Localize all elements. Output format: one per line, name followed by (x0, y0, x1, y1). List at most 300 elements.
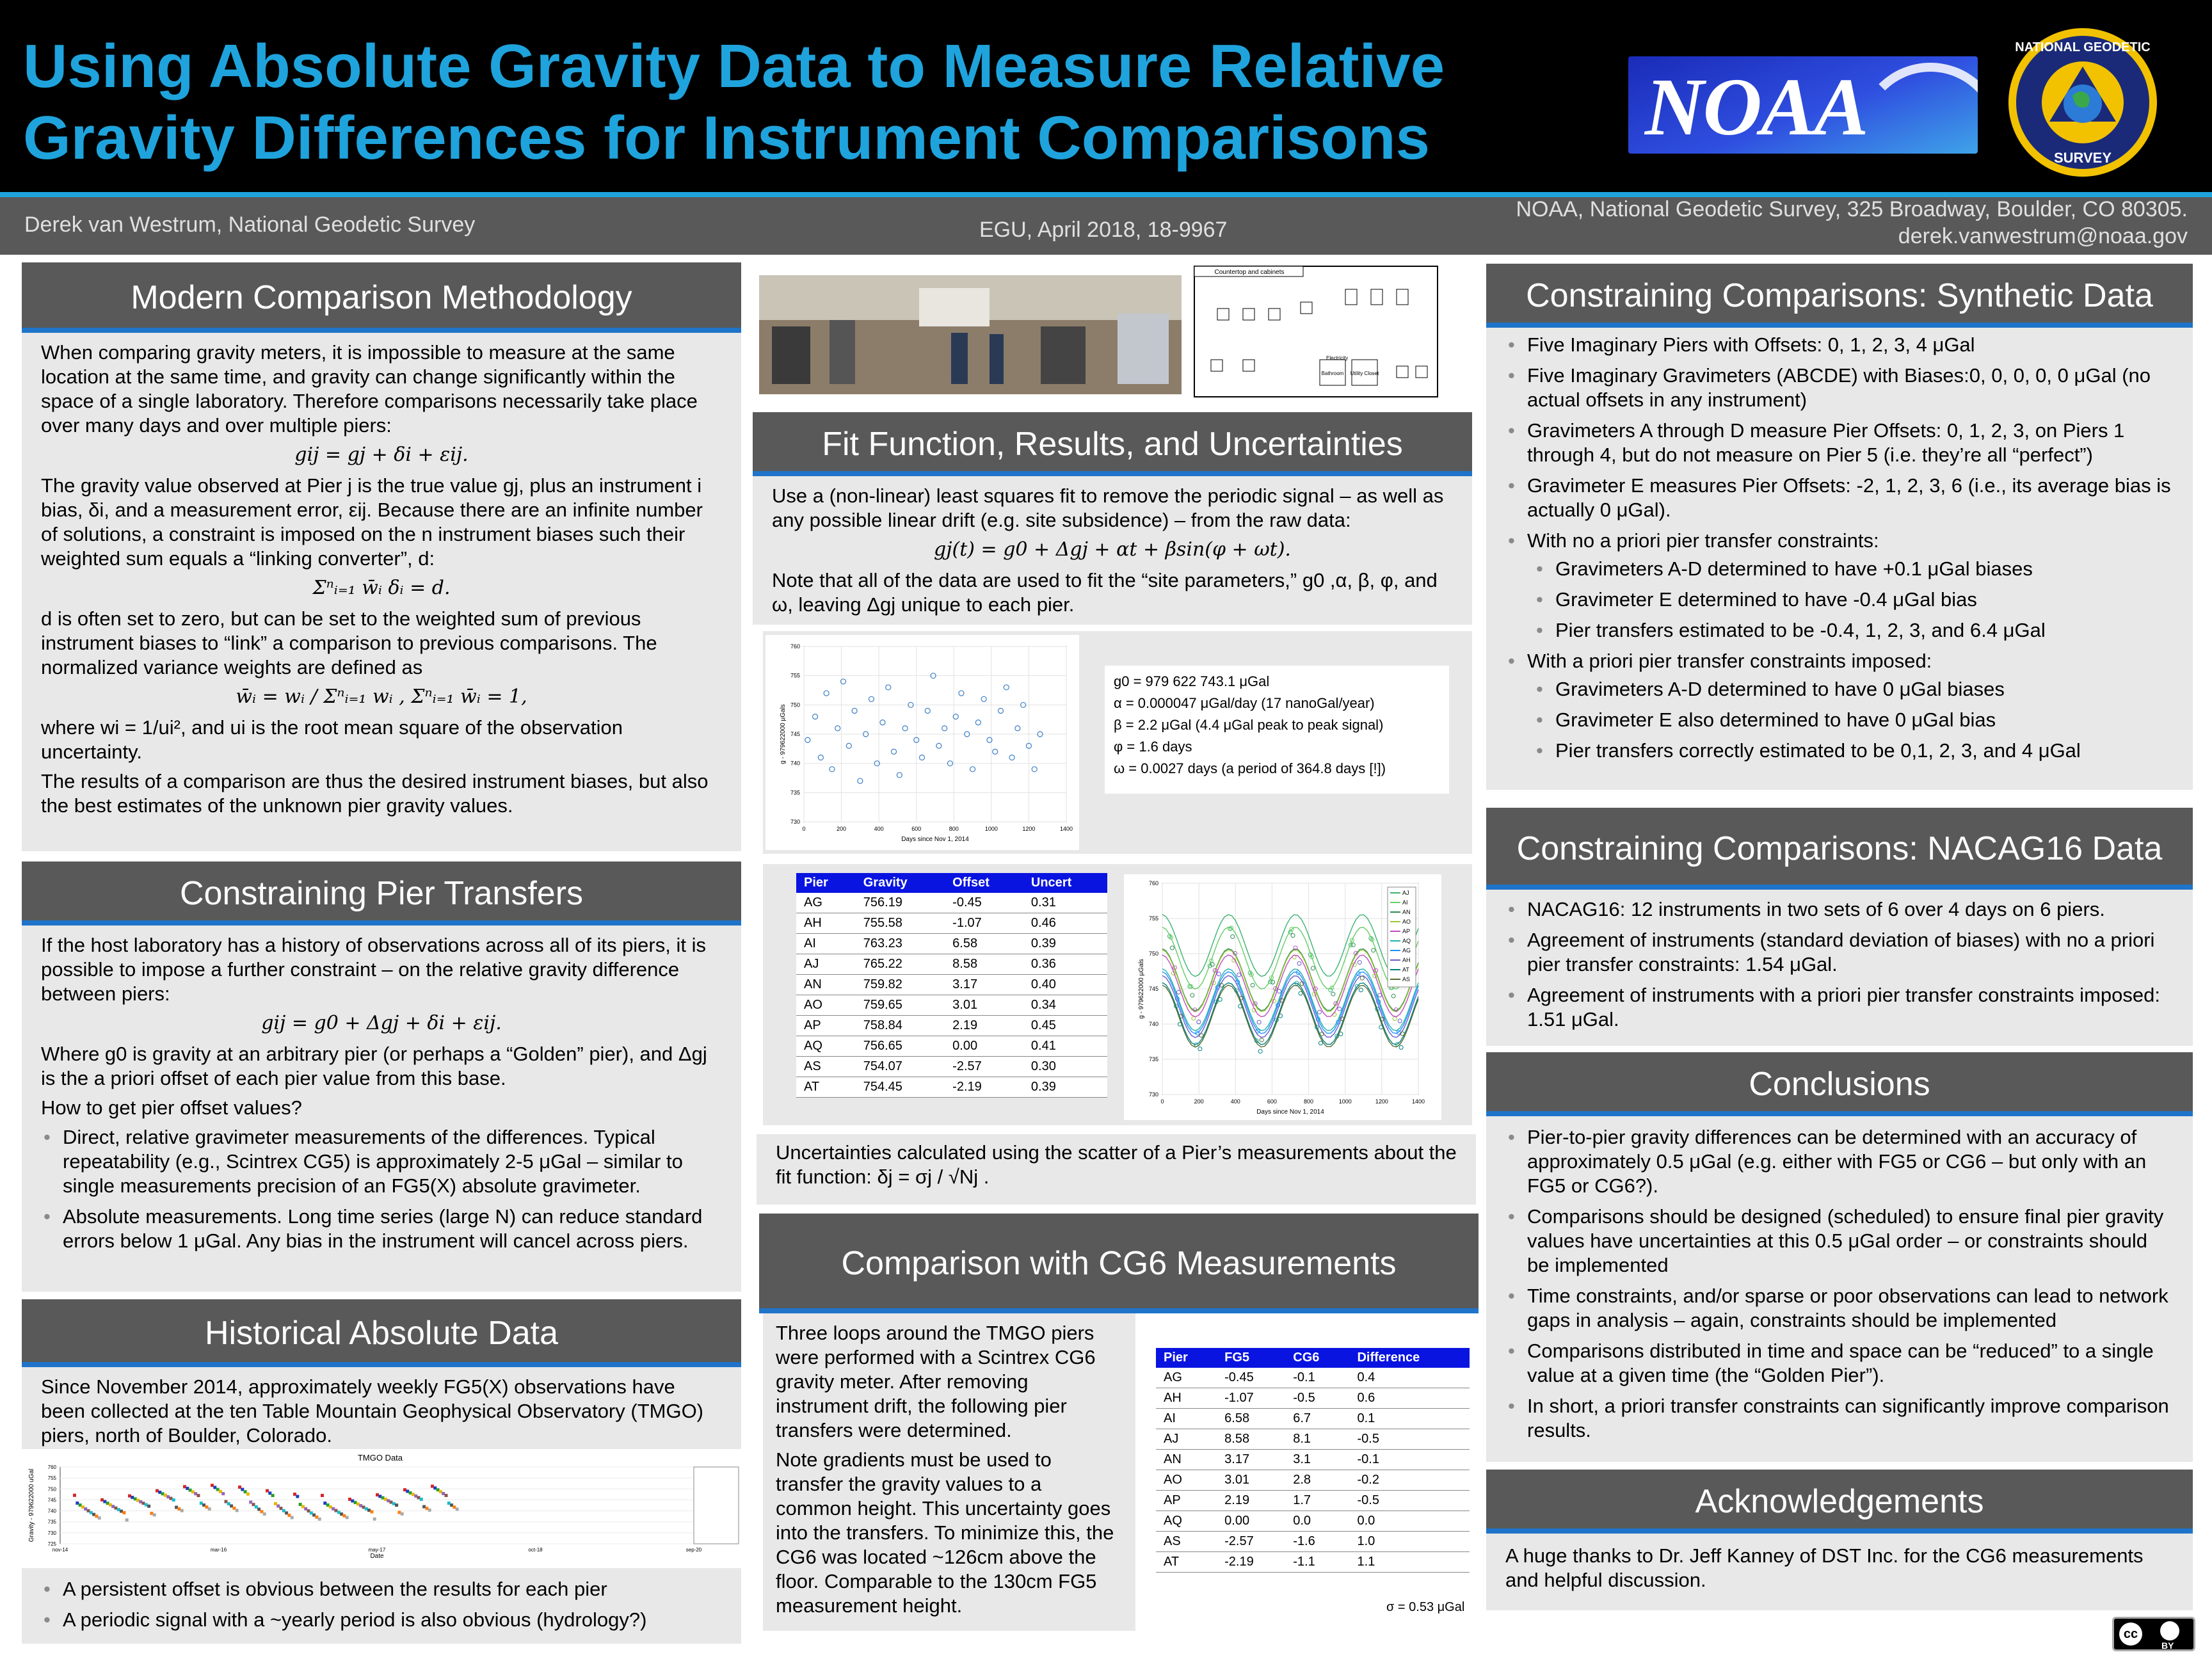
tmgo-data-point (323, 1502, 326, 1505)
table-cell: 0.30 (1023, 1057, 1107, 1077)
y-tick-label: 750 (790, 701, 800, 709)
list-item: • NACAG16: 12 instruments in two sets of 6 over 4 days on 6 piers. (1527, 897, 2174, 922)
uncertainty-note (757, 1134, 1476, 1205)
pier-transfers-heading: Constraining Pier Transfers (22, 862, 741, 926)
table-cell: 0.41 (1023, 1036, 1107, 1057)
historical-body (22, 1367, 741, 1449)
poster-title (23, 31, 1585, 174)
param-omega: ω = 0.0027 days (a period of 364.8 days [!]) (1114, 760, 1386, 776)
x-axis-label: Days since Nov 1, 2014 (901, 836, 969, 843)
x-tick-label: 1200 (1375, 1098, 1388, 1105)
tmgo-data-point (128, 1495, 131, 1498)
tmgo-plot-frame (60, 1467, 694, 1544)
y-tick-label: 730 (1148, 1091, 1158, 1098)
tmgo-data-point (299, 1503, 302, 1506)
table-cell: AS (1156, 1532, 1217, 1552)
sub-list-item: • Pier transfers estimated to be -0.4, 1, 2, 3, and 6.4 μGal (1555, 618, 2174, 643)
table-cell: 3.17 (1217, 1450, 1285, 1470)
x-tick-label: 0 (1160, 1098, 1164, 1105)
param-g0: g0 = 979 622 743.1 μGal (1114, 673, 1270, 689)
y-tick-label: 730 (790, 819, 800, 825)
tmgo-y-tick-label: 735 (47, 1519, 56, 1525)
pier-bullet-list (41, 1125, 722, 1253)
x-tick-label: 400 (1230, 1098, 1240, 1105)
tmgo-data-point (125, 1518, 129, 1521)
table-cell: 755.58 (856, 913, 945, 934)
tmgo-data-point (447, 1502, 451, 1505)
x-tick-label: 800 (949, 826, 959, 832)
tmgo-data-point (227, 1502, 230, 1505)
x-tick-label: 800 (1304, 1098, 1314, 1105)
table-cell: 763.23 (856, 934, 945, 954)
tmgo-data-point (373, 1518, 376, 1521)
tmgo-data-point (340, 1512, 343, 1516)
by-label: BY (2161, 1640, 2174, 1651)
tmgo-data-point (439, 1490, 442, 1493)
y-tick-label: 745 (1148, 986, 1158, 992)
lab-photo (759, 275, 1182, 394)
tmgo-data-point (381, 1496, 385, 1500)
legend-label: AI (1402, 899, 1408, 906)
cg6-sigma-note: σ = 0.53 μGal (1386, 1600, 1465, 1614)
tmgo-x-tick-label: sep-20 (685, 1547, 702, 1553)
pier-transfers-body (22, 926, 741, 1292)
cc-license-badge[interactable] (2112, 1617, 2195, 1651)
table-cell: 0.36 (1023, 954, 1107, 975)
table-cell: AJ (1156, 1429, 1217, 1450)
tmgo-data-point (230, 1504, 233, 1507)
legend-label: AN (1402, 909, 1411, 915)
tmgo-data-point (172, 1498, 175, 1502)
table-row (1156, 1491, 1470, 1511)
fit-paragraph-1: Use a (non-linear) least squares fit to remove the periodic signal – as well as any possible linear drift (e.g. site subsidence) – from the raw data: (772, 485, 1444, 531)
plan-countertop-label: Countertop and cabinets (1214, 269, 1285, 276)
tmgo-data-point (304, 1507, 307, 1511)
tmgo-data-point (156, 1489, 159, 1493)
sub-list-item: • Gravimeter E also determined to have 0 μGal bias (1555, 708, 2174, 732)
table-row (1156, 1368, 1470, 1388)
x-tick-label: 600 (1267, 1098, 1277, 1105)
tmgo-data-point (450, 1503, 453, 1507)
modern-methodology-body (22, 333, 741, 851)
modern-paragraph-5: The results of a comparison are thus the desired instrument biases, but also the best estimates of the unknown pier gravity values. (41, 770, 709, 817)
table-cell: 3.01 (1217, 1470, 1285, 1491)
tmgo-data-point (225, 1500, 228, 1503)
tmgo-data-point (186, 1487, 189, 1490)
table-row (796, 934, 1107, 954)
tmgo-data-point (370, 1510, 373, 1513)
equation-linking-converter: Σⁿᵢ₌₁ w̄ᵢ δᵢ = d. (312, 577, 451, 599)
table-row (1156, 1388, 1470, 1409)
seal-bottom-text: SURVEY (2053, 150, 2112, 166)
y-tick-label: 755 (790, 672, 800, 679)
modern-paragraph-3: d is often set to zero, but can be set to the weighted sum of previous instrument biases to “link” a comparison to previous comparisons. The normalized variance weights are defined as (41, 607, 657, 678)
modern-paragraph-1: When comparing gravity meters, it is impossible to measure at the same location at the same time, and gravity can change significantly within the space of a single laboratory. Therefore comparisons necessarily take place over many days and over multiple piers: (41, 341, 698, 437)
tmgo-data-point (376, 1493, 379, 1496)
table-cell: -0.1 (1349, 1450, 1470, 1470)
pier-paragraph-1: If the host laboratory has a history of observations across all of its piers, it is possible to impose a further constraint – on the relative gravity difference between piers: (41, 934, 706, 1005)
tmgo-data-point (362, 1505, 365, 1509)
table-cell: 2.8 (1285, 1470, 1349, 1491)
tmgo-data-point (431, 1485, 434, 1488)
table-cell: 0.6 (1349, 1388, 1470, 1409)
table-cell: AH (1156, 1388, 1217, 1409)
plan-bathroom-label: Bathroom (1321, 371, 1344, 376)
table-cell: AQ (1156, 1511, 1217, 1532)
y-tick-label: 745 (790, 731, 800, 737)
table-cell: 765.22 (856, 954, 945, 975)
table-cell: AJ (796, 954, 856, 975)
tmgo-data-point (412, 1493, 415, 1496)
legend-label: AT (1402, 966, 1409, 973)
table-cell: -0.5 (1349, 1429, 1470, 1450)
tmgo-data-point (180, 1509, 184, 1512)
affiliation (1516, 196, 2188, 250)
tmgo-data-point (131, 1496, 134, 1499)
pier-results-table (796, 873, 1107, 1098)
ngs-seal-logo (2006, 26, 2160, 179)
tmgo-data-point (291, 1516, 294, 1519)
acknowledgements-body (1486, 1534, 2193, 1610)
tmgo-data-point (158, 1491, 161, 1494)
table-cell: 2.19 (1217, 1491, 1285, 1511)
tmgo-data-point (197, 1494, 200, 1497)
y-tick-label: 755 (1148, 915, 1158, 922)
table-cell: AO (796, 995, 856, 1016)
by-person-icon (2160, 1621, 2179, 1640)
table-cell: 0.46 (1023, 913, 1107, 934)
tmgo-data-point (401, 1512, 404, 1516)
noaa-logo (1628, 56, 1978, 154)
table-row (1156, 1532, 1470, 1552)
x-tick-label: 1400 (1411, 1098, 1425, 1105)
x-axis-label: Days since Nov 1, 2014 (1256, 1109, 1324, 1116)
tmgo-data-point (445, 1494, 448, 1497)
tmgo-x-axis-label: Date (370, 1553, 384, 1560)
conference-info: EGU, April 2018, 18-9967 (979, 218, 1228, 242)
tmgo-data-point (153, 1513, 156, 1516)
tmgo-data-point (205, 1505, 208, 1509)
tmgo-x-tick-label: oct-18 (528, 1547, 543, 1553)
table-cell: 0.0 (1349, 1511, 1470, 1532)
list-item: • Comparisons distributed in time and space can be “reduced” to a single value at a given time (the “Golden Pier”). (1527, 1339, 2174, 1388)
tmgo-y-tick-label: 745 (47, 1497, 56, 1503)
table-cell: AO (1156, 1470, 1217, 1491)
historical-paragraph: Since November 2014, approximately weekly FG5(X) observations have been collected at the ten Table Mountain Geophysical Observatory (TMGO) piers, north of Boulder, Colorado. (41, 1375, 704, 1447)
table-row (796, 995, 1107, 1016)
tmgo-y-tick-label: 740 (47, 1508, 56, 1514)
tmgo-data-point (387, 1499, 390, 1502)
list-item: • Five Imaginary Gravimeters (ABCDE) with Biases:0, 0, 0, 0, 0 μGal (no actual offsets in any instrument) (1527, 364, 2174, 412)
table-row (1156, 1552, 1470, 1573)
table-cell: -2.57 (1217, 1532, 1285, 1552)
tmgo-data-point (106, 1502, 109, 1505)
tmgo-data-point (420, 1498, 423, 1501)
table-cell: AN (796, 975, 856, 995)
list-item (1527, 529, 2174, 643)
table-header-cell: FG5 (1217, 1348, 1285, 1368)
list-item: • Direct, relative gravimeter measurements of the differences. Typical repeatability (e.g., Scintrex CG5) is approximately 2-5 μGal – similar to single measurements precision of an FG5(X) absolute gravimeter. (63, 1125, 722, 1198)
table-cell: 0.1 (1349, 1409, 1470, 1429)
table-cell: 3.1 (1285, 1450, 1349, 1470)
tmgo-data-point (453, 1505, 456, 1509)
cc-icon: cc (2119, 1623, 2142, 1646)
tmgo-data-point (79, 1503, 82, 1507)
x-tick-label: 0 (802, 826, 806, 832)
tmgo-x-tick-label: nov-14 (52, 1547, 68, 1553)
x-tick-label: 1200 (1022, 826, 1036, 832)
tmgo-data-point (414, 1495, 417, 1498)
table-cell: 754.07 (856, 1057, 945, 1077)
legend-label: AJ (1402, 890, 1409, 896)
table-cell: AS (796, 1057, 856, 1077)
fit-chart-legend (1388, 887, 1416, 987)
table-cell: AI (1156, 1409, 1217, 1429)
tmgo-data-point (397, 1511, 401, 1514)
tmgo-data-point (293, 1493, 296, 1496)
table-cell: 8.58 (1217, 1429, 1285, 1450)
tmgo-data-point (425, 1507, 428, 1510)
list-item: • A persistent offset is obvious between the results for each pier (63, 1577, 722, 1601)
fit-paragraph-2: Note that all of the data are used to fit the “site parameters,” g0 ,α, β, φ, and ω, leaving Δgj unique to each pier. (772, 569, 1438, 616)
list-item: • In short, a priori transfer constraints can significantly improve comparison results. (1527, 1394, 2174, 1443)
tmgo-data-point (263, 1512, 266, 1516)
tmgo-data-point (276, 1504, 280, 1507)
historical-bullets (22, 1568, 741, 1644)
tmgo-data-point (326, 1503, 330, 1507)
tmgo-data-point (342, 1514, 346, 1518)
tmgo-data-point (109, 1503, 112, 1507)
x-tick-label: 200 (837, 826, 847, 832)
tmgo-data-point (95, 1514, 98, 1518)
x-tick-label: 1400 (1059, 826, 1073, 832)
tmgo-data-points (73, 1484, 459, 1521)
x-tick-label: 600 (911, 826, 922, 832)
tmgo-data-point (177, 1507, 180, 1511)
table-cell: 0.34 (1023, 995, 1107, 1016)
table-cell: 6.7 (1285, 1409, 1349, 1429)
table-cell: AG (1156, 1368, 1217, 1388)
tmgo-data-point (268, 1491, 271, 1495)
tmgo-data-point (367, 1509, 371, 1512)
tmgo-data-point (117, 1508, 120, 1511)
cg6-body (763, 1313, 1135, 1631)
tmgo-chart-title: TMGO Data (357, 1453, 403, 1463)
table-header-cell: Pier (796, 873, 856, 893)
list-item-text: With a priori pier transfer constraints imposed: (1527, 650, 1932, 672)
table-cell: -0.5 (1349, 1491, 1470, 1511)
table-header-row (796, 873, 1107, 893)
noaa-logo-text: NOAA (1645, 61, 1868, 152)
table-cell: -0.2 (1349, 1470, 1470, 1491)
table-row (796, 1057, 1107, 1077)
legend-label: AQ (1402, 938, 1411, 944)
table-cell: 3.17 (945, 975, 1023, 995)
tmgo-data-point (442, 1492, 445, 1495)
tmgo-data-point (134, 1497, 137, 1500)
table-cell: 1.7 (1285, 1491, 1349, 1511)
table-row (796, 975, 1107, 995)
synthetic-heading: Constraining Comparisons: Synthetic Data (1486, 264, 2193, 328)
list-item: • Five Imaginary Piers with Offsets: 0, 1, 2, 3, 4 μGal (1527, 333, 2174, 357)
tmgo-data-point (161, 1492, 164, 1495)
synthetic-body (1486, 328, 2193, 790)
tmgo-y-tick-label: 725 (47, 1541, 56, 1547)
tmgo-data-point (92, 1513, 95, 1516)
tmgo-data-point (301, 1505, 305, 1508)
acknowledgements-heading: Acknowledgements (1486, 1470, 2193, 1534)
tmgo-data-point (422, 1505, 426, 1509)
tmgo-y-tick-label: 750 (47, 1486, 56, 1493)
y-tick-label: 760 (1148, 880, 1158, 886)
table-cell: -2.57 (945, 1057, 1023, 1077)
table-cell: 3.01 (945, 995, 1023, 1016)
tmgo-data-point (337, 1511, 341, 1514)
tmgo-data-point (200, 1502, 203, 1505)
table-cell: 758.84 (856, 1016, 945, 1036)
table-cell: -1.07 (945, 913, 1023, 934)
list-item: • Comparisons should be designed (scheduled) to ensure final pier gravity values have uncertainties at this 0.5 μGal order – or constraints should be implemented (1527, 1205, 2174, 1278)
table-row (1156, 1511, 1470, 1532)
tmgo-x-tick-label: may-17 (368, 1547, 386, 1553)
tmgo-data-point (433, 1486, 437, 1489)
tmgo-data-point (285, 1511, 288, 1514)
table-cell: -2.19 (945, 1077, 1023, 1098)
fit-function-body (753, 476, 1472, 625)
y-tick-label: 735 (1148, 1056, 1158, 1062)
tmgo-data-chart (22, 1452, 741, 1560)
table-cell: 8.1 (1285, 1429, 1349, 1450)
tmgo-data-point (232, 1507, 236, 1510)
table-cell: -1.07 (1217, 1388, 1285, 1409)
tmgo-data-point (428, 1509, 431, 1512)
tmgo-y-tick-label: 760 (47, 1464, 56, 1470)
x-tick-label: 1000 (984, 826, 998, 832)
tmgo-data-point (216, 1488, 220, 1491)
table-header-cell: CG6 (1285, 1348, 1349, 1368)
sub-list-item: • Gravimeters A-D determined to have 0 μGal biases (1555, 677, 2174, 701)
tmgo-data-point (103, 1500, 106, 1503)
table-row (796, 1036, 1107, 1057)
y-tick-label: 760 (790, 643, 800, 650)
tmgo-data-point (417, 1496, 421, 1499)
table-header-cell: Gravity (856, 873, 945, 893)
legend-label: AP (1402, 928, 1411, 934)
tmgo-data-point (384, 1498, 387, 1501)
tmgo-data-point (395, 1503, 398, 1507)
tmgo-data-point (87, 1509, 90, 1512)
list-item: • Agreement of instruments (standard deviation of biases) with no a priori pier transfer constraints: 1.54 μGal. (1527, 928, 2174, 977)
tmgo-data-point (202, 1503, 205, 1507)
tmgo-data-point (241, 1488, 244, 1491)
list-item: • Gravimeters A through D measure Pier Offsets: 0, 1, 2, 3, on Piers 1 through 4, but do not measure on Pier 5 (i.e. they’re all “perfect”) (1527, 419, 2174, 467)
tmgo-y-tick-label: 755 (47, 1475, 56, 1482)
list-item: • Pier-to-pier gravity differences can be determined with an accuracy of approximately 0.5 μGal (e.g. either with FG5 or CG6 – but only with an FG5 or CG6?). (1527, 1125, 2174, 1198)
sub-list-item: • Pier transfers correctly estimated to be 0,1, 2, 3, and 4 μGal (1555, 739, 2174, 763)
cg6-comparison-table (1156, 1348, 1470, 1573)
tmgo-data-point (194, 1492, 197, 1495)
param-alpha: α = 0.000047 μGal/day (17 nanoGal/year) (1114, 695, 1375, 711)
affiliation-email[interactable]: derek.vanwestrum@noaa.gov (1898, 224, 2188, 248)
affiliation-address: NOAA, National Geodetic Survey, 325 Broadway, Boulder, CO 80305. (1516, 197, 2188, 221)
tmgo-data-point (211, 1484, 214, 1487)
table-cell: 754.45 (856, 1077, 945, 1098)
x-tick-label: 400 (874, 826, 884, 832)
conclusions-heading: Conclusions (1486, 1052, 2193, 1116)
table-cell: 1.1 (1349, 1552, 1470, 1573)
tmgo-data-point (90, 1511, 93, 1514)
table-cell: -0.45 (945, 893, 1023, 913)
table-cell: AG (796, 893, 856, 913)
conclusions-body (1486, 1116, 2193, 1462)
table-cell: 2.19 (945, 1016, 1023, 1036)
tmgo-data-point (76, 1502, 79, 1505)
table-cell: 0.39 (1023, 934, 1107, 954)
seal-top-text: NATIONAL GEODETIC (2015, 40, 2151, 54)
table-cell: 0.31 (1023, 893, 1107, 913)
tmgo-data-point (260, 1510, 263, 1513)
y-axis-label: g - 979622000 µGals (1138, 959, 1145, 1019)
legend-label: AS (1402, 976, 1411, 982)
param-beta: β = 2.2 μGal (4.4 μGal peak to peak signal) (1114, 717, 1384, 733)
tmgo-data-point (191, 1490, 195, 1493)
tmgo-data-point (100, 1498, 104, 1502)
tmgo-data-point (73, 1494, 76, 1497)
table-header-cell: Difference (1349, 1348, 1470, 1368)
tmgo-data-point (238, 1486, 241, 1489)
equation-normalized-weights: w̄ᵢ = wᵢ / Σⁿᵢ₌₁ wᵢ , Σⁿᵢ₌₁ w̄ᵢ = 1, (236, 685, 527, 708)
table-row (1156, 1409, 1470, 1429)
tmgo-data-point (392, 1502, 396, 1505)
author-name: Derek van Westrum, National Geodetic Survey (24, 212, 476, 237)
sub-list-item: • Gravimeters A-D determined to have +0.1 μGal biases (1555, 557, 2174, 581)
table-cell: 756.19 (856, 893, 945, 913)
pier-paragraph-3: How to get pier offset values? (41, 1096, 302, 1119)
tmgo-data-point (354, 1501, 357, 1504)
tmgo-data-point (142, 1502, 145, 1505)
table-cell: 759.65 (856, 995, 945, 1016)
tmgo-data-point (183, 1485, 186, 1488)
table-row (1156, 1429, 1470, 1450)
tmgo-data-point (257, 1508, 260, 1511)
tmgo-y-axis-label: Gravity - 979622000 uGal (28, 1468, 35, 1543)
legend-label: AG (1402, 947, 1411, 954)
tmgo-data-point (403, 1488, 406, 1491)
equation-fit-function: gj(t) = g0 + Δgj + αt + βsin(φ + ωt). (934, 538, 1291, 561)
tmgo-data-point (221, 1492, 225, 1495)
table-row (796, 893, 1107, 913)
tmgo-data-point (307, 1509, 310, 1512)
lab-floor-plan (1192, 264, 1441, 401)
tmgo-data-point (287, 1514, 291, 1517)
tmgo-data-point (98, 1516, 101, 1519)
table-header-cell: Offset (945, 873, 1023, 893)
tmgo-data-point (274, 1502, 277, 1505)
tmgo-x-ticks (52, 1547, 702, 1553)
table-cell: 8.58 (945, 954, 1023, 975)
tmgo-data-point (139, 1500, 142, 1503)
tmgo-data-point (280, 1507, 283, 1510)
table-cell: -2.19 (1217, 1552, 1285, 1573)
tmgo-data-point (315, 1516, 318, 1519)
table-cell: -1.6 (1285, 1532, 1349, 1552)
tmgo-data-point (147, 1505, 150, 1508)
tmgo-data-point (282, 1509, 285, 1512)
tmgo-data-point (170, 1497, 173, 1500)
table-cell: 0.00 (1217, 1511, 1285, 1532)
tmgo-data-point (310, 1511, 313, 1514)
tmgo-data-point (145, 1503, 148, 1506)
